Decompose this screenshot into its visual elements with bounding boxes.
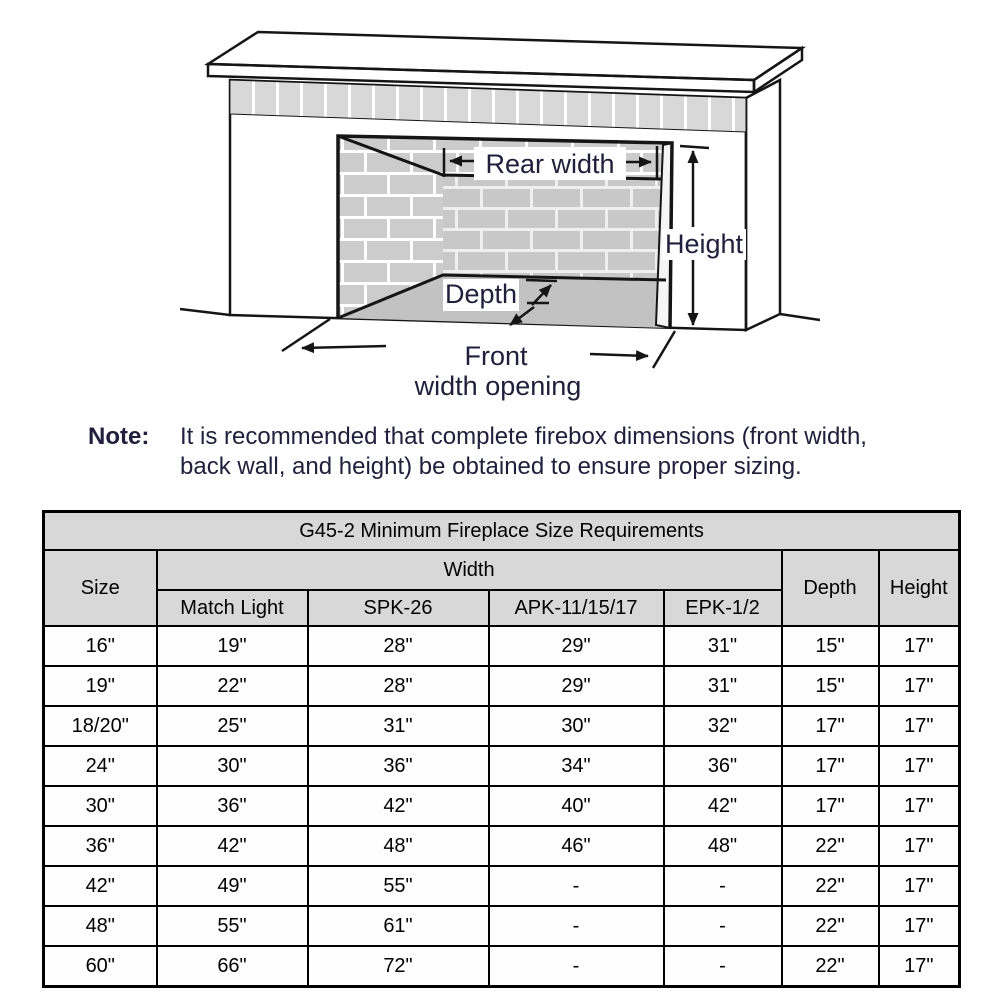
table-cell: 46" bbox=[489, 826, 664, 866]
fireplace-diagram bbox=[180, 18, 820, 410]
table-cell: 42" bbox=[664, 786, 782, 826]
front-width-arrow-left bbox=[302, 346, 386, 348]
table-row bbox=[44, 786, 960, 826]
table-cell: 31" bbox=[664, 666, 782, 706]
table-cell: - bbox=[489, 946, 664, 987]
column-header-spk26: SPK-26 bbox=[308, 590, 489, 626]
table-cell: 66" bbox=[157, 946, 308, 987]
table-cell: - bbox=[489, 906, 664, 946]
table-cell: 18/20" bbox=[44, 706, 157, 746]
table-cell: 17" bbox=[879, 666, 960, 706]
front-width-label-line2: width opening bbox=[414, 371, 582, 401]
ground-line-left bbox=[180, 309, 230, 315]
column-header-apk: APK-11/15/17 bbox=[489, 590, 664, 626]
brick-side-face bbox=[746, 80, 780, 330]
table-cell: 42" bbox=[308, 786, 489, 826]
table-cell: 32" bbox=[664, 706, 782, 746]
table-row bbox=[44, 946, 960, 987]
column-header-epk: EPK-1/2 bbox=[664, 590, 782, 626]
table-cell: 30" bbox=[489, 706, 664, 746]
table-cell: 22" bbox=[157, 666, 308, 706]
table-cell: 31" bbox=[664, 626, 782, 666]
table-cell: 16" bbox=[44, 626, 157, 666]
table-cell: 49" bbox=[157, 866, 308, 906]
table-cell: 60" bbox=[44, 946, 157, 987]
note-line1: It is recommended that complete firebox dimensions (front width, bbox=[180, 423, 867, 450]
front-width-dimension bbox=[282, 319, 675, 401]
table-cell: - bbox=[489, 866, 664, 906]
table-cell: 30" bbox=[157, 746, 308, 786]
table-cell: 48" bbox=[664, 826, 782, 866]
table-title: G45-2 Minimum Fireplace Size Requirements bbox=[44, 512, 960, 551]
table-cell: 17" bbox=[879, 626, 960, 666]
note-text bbox=[180, 422, 928, 482]
table-cell: 42" bbox=[157, 826, 308, 866]
table-cell: 28" bbox=[308, 666, 489, 706]
firebox-back-wall bbox=[443, 175, 666, 280]
table-cell: 61" bbox=[308, 906, 489, 946]
table-cell: 19" bbox=[44, 666, 157, 706]
table-cell: - bbox=[664, 906, 782, 946]
table-cell: 17" bbox=[879, 866, 960, 906]
table-cell: 17" bbox=[782, 786, 879, 826]
table-cell: 36" bbox=[44, 826, 157, 866]
column-header-height: Height bbox=[879, 550, 960, 626]
table-cell: 29" bbox=[489, 626, 664, 666]
table-cell: 22" bbox=[782, 906, 879, 946]
table-cell: 31" bbox=[308, 706, 489, 746]
note-label: Note: bbox=[88, 423, 150, 450]
table-cell: 42" bbox=[44, 866, 157, 906]
table-cell: 36" bbox=[664, 746, 782, 786]
table-cell: 22" bbox=[782, 866, 879, 906]
table-cell: 55" bbox=[157, 906, 308, 946]
column-header-size: Size bbox=[44, 550, 157, 626]
note bbox=[88, 422, 928, 482]
table-cell: 36" bbox=[308, 746, 489, 786]
rear-width-label: Rear width bbox=[485, 149, 615, 179]
table-cell: 17" bbox=[879, 786, 960, 826]
fireplace-size-table bbox=[42, 510, 961, 988]
table-cell: 17" bbox=[879, 706, 960, 746]
depth-label: Depth bbox=[444, 279, 518, 309]
height-label: Height bbox=[664, 229, 744, 259]
table-row bbox=[44, 666, 960, 706]
table-cell: - bbox=[664, 866, 782, 906]
table-row bbox=[44, 706, 960, 746]
table-cell: 36" bbox=[157, 786, 308, 826]
table-cell: 55" bbox=[308, 866, 489, 906]
table-cell: 17" bbox=[879, 946, 960, 987]
table-cell: 15" bbox=[782, 666, 879, 706]
table-cell: 24" bbox=[44, 746, 157, 786]
height-dimension bbox=[662, 146, 746, 325]
table-cell: 22" bbox=[782, 946, 879, 987]
table-row bbox=[44, 866, 960, 906]
column-header-depth: Depth bbox=[782, 550, 879, 626]
note-line2: back wall, and height) be obtained to ensure proper sizing. bbox=[180, 453, 802, 480]
table-cell: 25" bbox=[157, 706, 308, 746]
rear-width-dimension bbox=[444, 146, 657, 180]
table-cell: 17" bbox=[782, 706, 879, 746]
ground-line-right bbox=[780, 314, 820, 320]
table-cell: 17" bbox=[879, 746, 960, 786]
table-row bbox=[44, 826, 960, 866]
front-width-label-line1: Front bbox=[464, 341, 528, 371]
table-cell: 40" bbox=[489, 786, 664, 826]
column-header-match-light: Match Light bbox=[157, 590, 308, 626]
table-cell: 29" bbox=[489, 666, 664, 706]
table-cell: 48" bbox=[44, 906, 157, 946]
table-row bbox=[44, 626, 960, 666]
front-width-arrow-right bbox=[590, 354, 648, 356]
table-cell: 34" bbox=[489, 746, 664, 786]
table-cell: 17" bbox=[879, 826, 960, 866]
table-cell: 30" bbox=[44, 786, 157, 826]
table-cell: 72" bbox=[308, 946, 489, 987]
table-cell: 17" bbox=[879, 906, 960, 946]
table-cell: 48" bbox=[308, 826, 489, 866]
table-row bbox=[44, 906, 960, 946]
table-cell: 15" bbox=[782, 626, 879, 666]
table-cell: - bbox=[664, 946, 782, 987]
table-row bbox=[44, 746, 960, 786]
table-cell: 28" bbox=[308, 626, 489, 666]
column-group-width: Width bbox=[157, 550, 782, 590]
table-cell: 19" bbox=[157, 626, 308, 666]
table-cell: 22" bbox=[782, 826, 879, 866]
table-cell: 17" bbox=[782, 746, 879, 786]
